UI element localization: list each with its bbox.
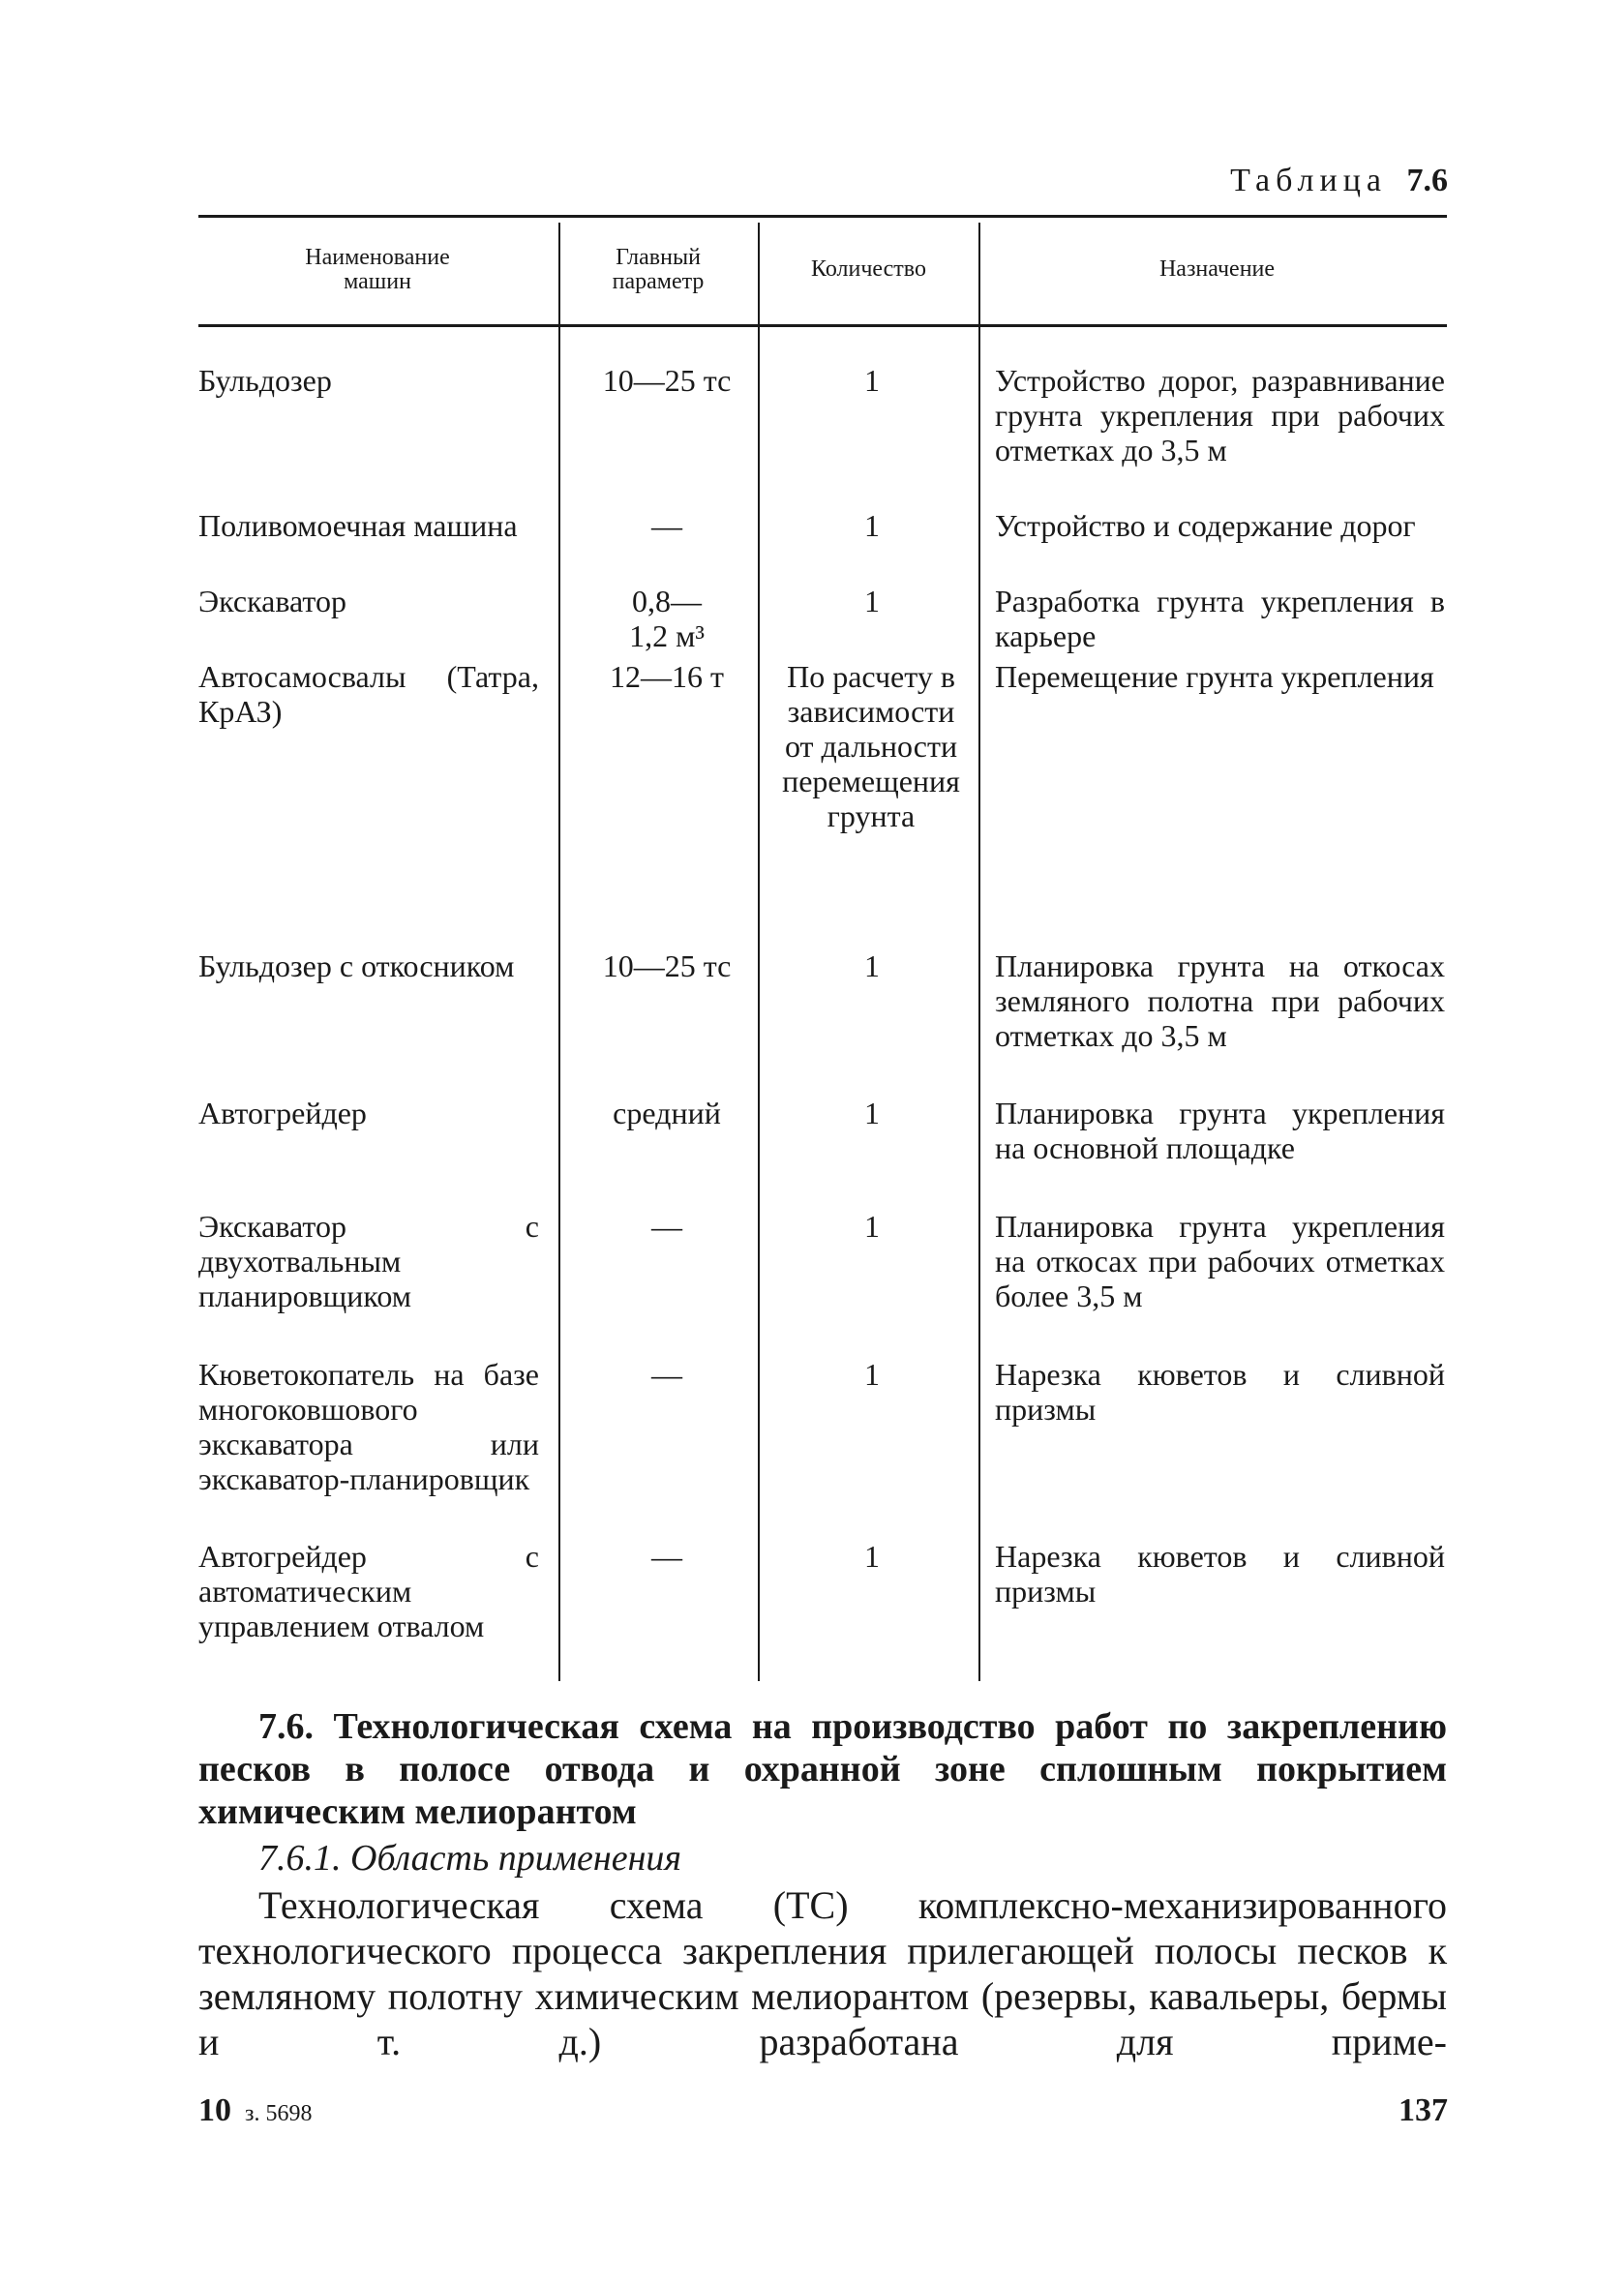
cell-purpose: Устройство дорог, разравнивание грунта укрепления при рабочих отметках до 3,5 м (995, 363, 1445, 467)
cell-quantity: 1 (864, 1357, 880, 1392)
cell-quantity: 1 (864, 363, 880, 398)
cell-purpose: Планировка грунта на откосах земляного полотна при рабочих отметках до 3,5 м (995, 948, 1445, 1053)
footer-signature (198, 2092, 312, 2129)
cell-param: — (651, 1209, 682, 1244)
cell-purpose: Нарезка кюветов и сливной призмы (995, 1539, 1445, 1609)
cell-machine: Экскаватор с двухотвальным планировщиком (198, 1209, 539, 1313)
cell-purpose: Разработка грунта укрепления в карьере (995, 584, 1445, 653)
header-param: Главный параметр (612, 244, 705, 294)
cell-purpose: Нарезка кюветов и сливной призмы (995, 1357, 1445, 1427)
cell-param: — (651, 508, 682, 543)
cell-machine: Поливомоечная машина (198, 508, 518, 543)
cell-param: 12—16 т (610, 659, 724, 694)
cell-param: 10—25 тс (602, 948, 732, 983)
cell-purpose: Планировка грунта укрепления на основной площадке (995, 1096, 1445, 1165)
header-purpose: Назначение (1158, 256, 1276, 282)
table-caption-word: Таблица (1230, 163, 1387, 198)
table-caption-number: 7.6 (1406, 163, 1448, 198)
header-machine: Наименование машин (305, 244, 450, 294)
page-number: 137 (1398, 2092, 1448, 2128)
cell-purpose: Планировка грунта укрепления на откосах при рабочих отметках более 3,5 м (995, 1209, 1445, 1313)
cell-quantity: 1 (864, 1539, 880, 1574)
cell-quantity: 1 (864, 948, 880, 983)
cell-param: — (651, 1357, 682, 1392)
body-paragraph: Технологическая схема (ТС) комплексно-механизированного технологического процесса закрепления прилегающей полосы песков к земляному полотну химическим мелиорантом (резервы, кавальеры, бермы и т. д.) разработана для приме- (198, 1883, 1447, 2063)
cell-purpose: Устройство и содержание дорог (995, 508, 1416, 543)
cell-machine: Автосамосвалы (Татра, КрАЗ) (198, 659, 539, 729)
cell-param: средний (613, 1096, 721, 1130)
machines-table (198, 215, 1447, 1681)
cell-machine: Кюветокопатель на базе многоковшового экскаватора или экскаватор-планировщик (198, 1357, 539, 1496)
signature-number: 10 (198, 2092, 231, 2128)
header-quantity: Количество (811, 256, 926, 282)
cell-quantity: 1 (864, 584, 880, 618)
cell-machine: Бульдозер с откосником (198, 948, 515, 983)
subsection-title: 7.6.1. Область применения (258, 1838, 682, 1879)
cell-param: 10—25 тс (602, 363, 732, 398)
cell-quantity: По расчету в зависимости от дальности перемещения грунта (782, 659, 960, 833)
cell-quantity: 1 (864, 1209, 880, 1244)
cell-quantity: 1 (864, 508, 880, 543)
cell-machine: Экскаватор (198, 584, 346, 618)
table-header-rule (198, 324, 1447, 327)
section-title: 7.6. Технологическая схема на производство работ по закреплению песков в полосе отвода и охранной зоне сплошным покрытием химическим мелиорантом (198, 1706, 1447, 1832)
cell-machine: Автогрейдер (198, 1096, 367, 1130)
column-divider-1 (558, 223, 560, 1681)
cell-quantity: 1 (864, 1096, 880, 1130)
cell-param: — (651, 1539, 682, 1574)
cell-machine: Автогрейдер с автоматическим управлением отвалом (198, 1539, 539, 1643)
table-caption (1230, 163, 1448, 199)
order-number: з. 5698 (245, 2101, 313, 2126)
cell-machine: Бульдозер (198, 363, 332, 398)
cell-param: 0,8— 1,2 м³ (629, 584, 705, 653)
cell-purpose: Перемещение грунта укрепления (995, 659, 1434, 694)
